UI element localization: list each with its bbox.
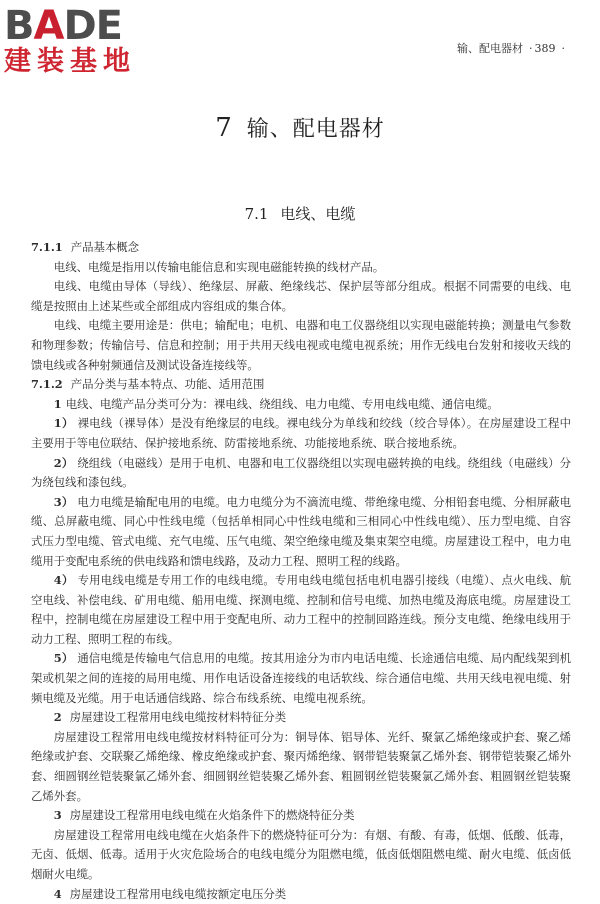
item-number: 3 bbox=[53, 808, 62, 823]
item-text: 电力电缆是输配电用的电缆。电力电缆分为不滴流电缆、带绝缘电缆、分相铅套电缆、分相屏蔽电缆、总屏蔽电缆、同心中性线电缆（包括单相同心中性线电缆和三相同心中性线电缆）、压力型电缆、自容式压力型电缆、管式电缆、充气电缆、压气电缆、架空绝缘电缆及集束架空电缆。房屋建设工程中，电力电缆用于变配电系统的供电线路和馈电线路，及动力工程、照明工程的线路。 bbox=[31, 494, 571, 568]
list-item bbox=[31, 395, 571, 415]
subsection-number: 7.1.1 bbox=[31, 240, 63, 254]
chapter-title: 输、配电器材 bbox=[246, 117, 385, 142]
list-item bbox=[31, 571, 571, 649]
subsection-title: 产品基本概念 bbox=[70, 240, 140, 254]
item-text: 电线、电缆产品分类可分为：裸电线、绕组线、电力电缆、专用电线电缆、通信电缆。 bbox=[65, 396, 499, 411]
item-number: 3） bbox=[53, 494, 74, 509]
subsection-heading bbox=[31, 238, 571, 258]
running-header: 输、配电器材 · 389 · bbox=[457, 42, 565, 55]
section-heading bbox=[0, 203, 600, 224]
numbered-heading bbox=[31, 885, 571, 904]
item-number: 5） bbox=[53, 651, 74, 666]
list-item bbox=[31, 649, 571, 708]
chapter-heading bbox=[0, 112, 600, 143]
section-number: 7.1 bbox=[244, 205, 269, 223]
item-number: 2 bbox=[53, 710, 62, 725]
item-text: 绕组线（电磁线）是用于电机、电器和电工仪器绕组以实现电磁转换的电线。绕组线（电磁线）分为绕包线和漆包线。 bbox=[31, 455, 571, 490]
list-item bbox=[31, 493, 571, 571]
item-text: 房屋建设工程常用电线电缆在火焰条件下的燃烧特征分类 bbox=[69, 808, 355, 823]
paragraph: 房屋建设工程常用电线电缆在火焰条件下的燃烧特征可分为：有烟、有酸、有毒，低烟、低酸、低毒，无卤、低烟、低毒。适用于火灾危险场合的电线电缆分为阻燃电缆，低卤低烟阻燃电缆、耐火电缆、低卤低烟耐火电缆。 bbox=[31, 827, 571, 881]
item-text: 裸电线（裸导体）是没有绝缘层的电线。裸电线分为单线和绞线（绞合导体）。在房屋建设工程中主要用于等电位联结、保护接地系统、防雷接地系统、功能接地系统、联合接地系统。 bbox=[31, 416, 571, 450]
list-item bbox=[31, 454, 571, 493]
subsection-number: 7.1.2 bbox=[31, 377, 63, 392]
item-number: 1） bbox=[53, 416, 74, 431]
section-title: 电线、电缆 bbox=[280, 205, 356, 223]
item-number: 2） bbox=[53, 455, 74, 470]
chapter-number: 7 bbox=[215, 113, 233, 143]
item-text: 通信电缆是传输电气信息用的电缆。按其用途分为市内电话电缆、长途通信电缆、局内配线架到机架或机架之间的连接的局用电缆、用作电话设备连接线的电话软线、综合通信电缆、共用天线电视电缆、射频电缆及光缆。用于电话通信线路、综合布线系统、电缆电视系统。 bbox=[31, 651, 571, 705]
item-number: 1 bbox=[53, 396, 62, 411]
logo-chinese-name: 建装基地 bbox=[4, 46, 136, 77]
subsection-title: 产品分类与基本特点、功能、适用范围 bbox=[70, 377, 265, 392]
subsection-heading bbox=[31, 375, 571, 395]
paragraph: 电线、电缆主要用途是：供电；输配电；电机、电器和电工仪器绕组以实现电磁能转换；测量电气参数和物理参数；传输信号、信息和控制；用于共用天线电视或电缆电视系统；用作无线电台发射和接收天线的馈电线或各种射频通信及测试设备连接线等。 bbox=[31, 318, 571, 372]
publisher-logo bbox=[4, 4, 172, 78]
running-header-title: 输、配电器材 bbox=[457, 42, 523, 55]
item-number: 4） bbox=[53, 573, 74, 588]
item-number: 4 bbox=[53, 886, 62, 901]
item-text: 房屋建设工程常用电线电缆按材料特征分类 bbox=[69, 710, 287, 725]
logo-wordmark: BADE bbox=[4, 3, 122, 49]
numbered-heading bbox=[31, 806, 571, 826]
item-text: 专用电线电缆是专用工作的电线电缆。专用电线电缆包括电机电器引接线（电缆）、点火电线、航空电线、补偿电线、矿用电缆、船用电缆、探测电缆、控制和信号电缆、加热电缆及海底电缆。房屋建设工程中，控制电缆在房屋建设工程中用于变配电所、动力工程中的控制回路连线。预分支电缆、绝缘电线用于动力工程、照明工程的布线。 bbox=[31, 573, 571, 646]
paragraph: 电线、电缆由导体（导线）、绝缘层、屏蔽、绝缘线芯、保护层等部分组成。根据不同需要的电线、电缆是按照由上述某些或全部组成内容组成的集合体。 bbox=[31, 279, 571, 313]
paragraph: 房屋建设工程常用电线电缆按材料特征可分为：铜导体、铝导体、光纤、聚氯乙烯绝缘或护套、聚乙烯绝缘或护套、交联聚乙烯绝缘、橡皮绝缘或护套、聚丙烯绝缘、钢带铠装聚氯乙烯外套、钢带铠装聚乙烯外套、细圆钢丝铠装聚氯乙烯外套、细圆钢丝铠装聚乙烯外套、粗圆钢丝铠装聚氯乙烯外套、粗圆钢丝铠装聚乙烯外套。 bbox=[31, 729, 571, 803]
list-item bbox=[31, 414, 571, 453]
page-number: 389 bbox=[534, 42, 556, 55]
paragraph: 电线、电缆是指用以传输电能信息和实现电磁能转换的线材产品。 bbox=[53, 259, 385, 274]
body-text bbox=[31, 238, 571, 904]
item-text: 房屋建设工程常用电线电缆按额定电压分类 bbox=[69, 886, 287, 901]
numbered-heading bbox=[31, 708, 571, 728]
